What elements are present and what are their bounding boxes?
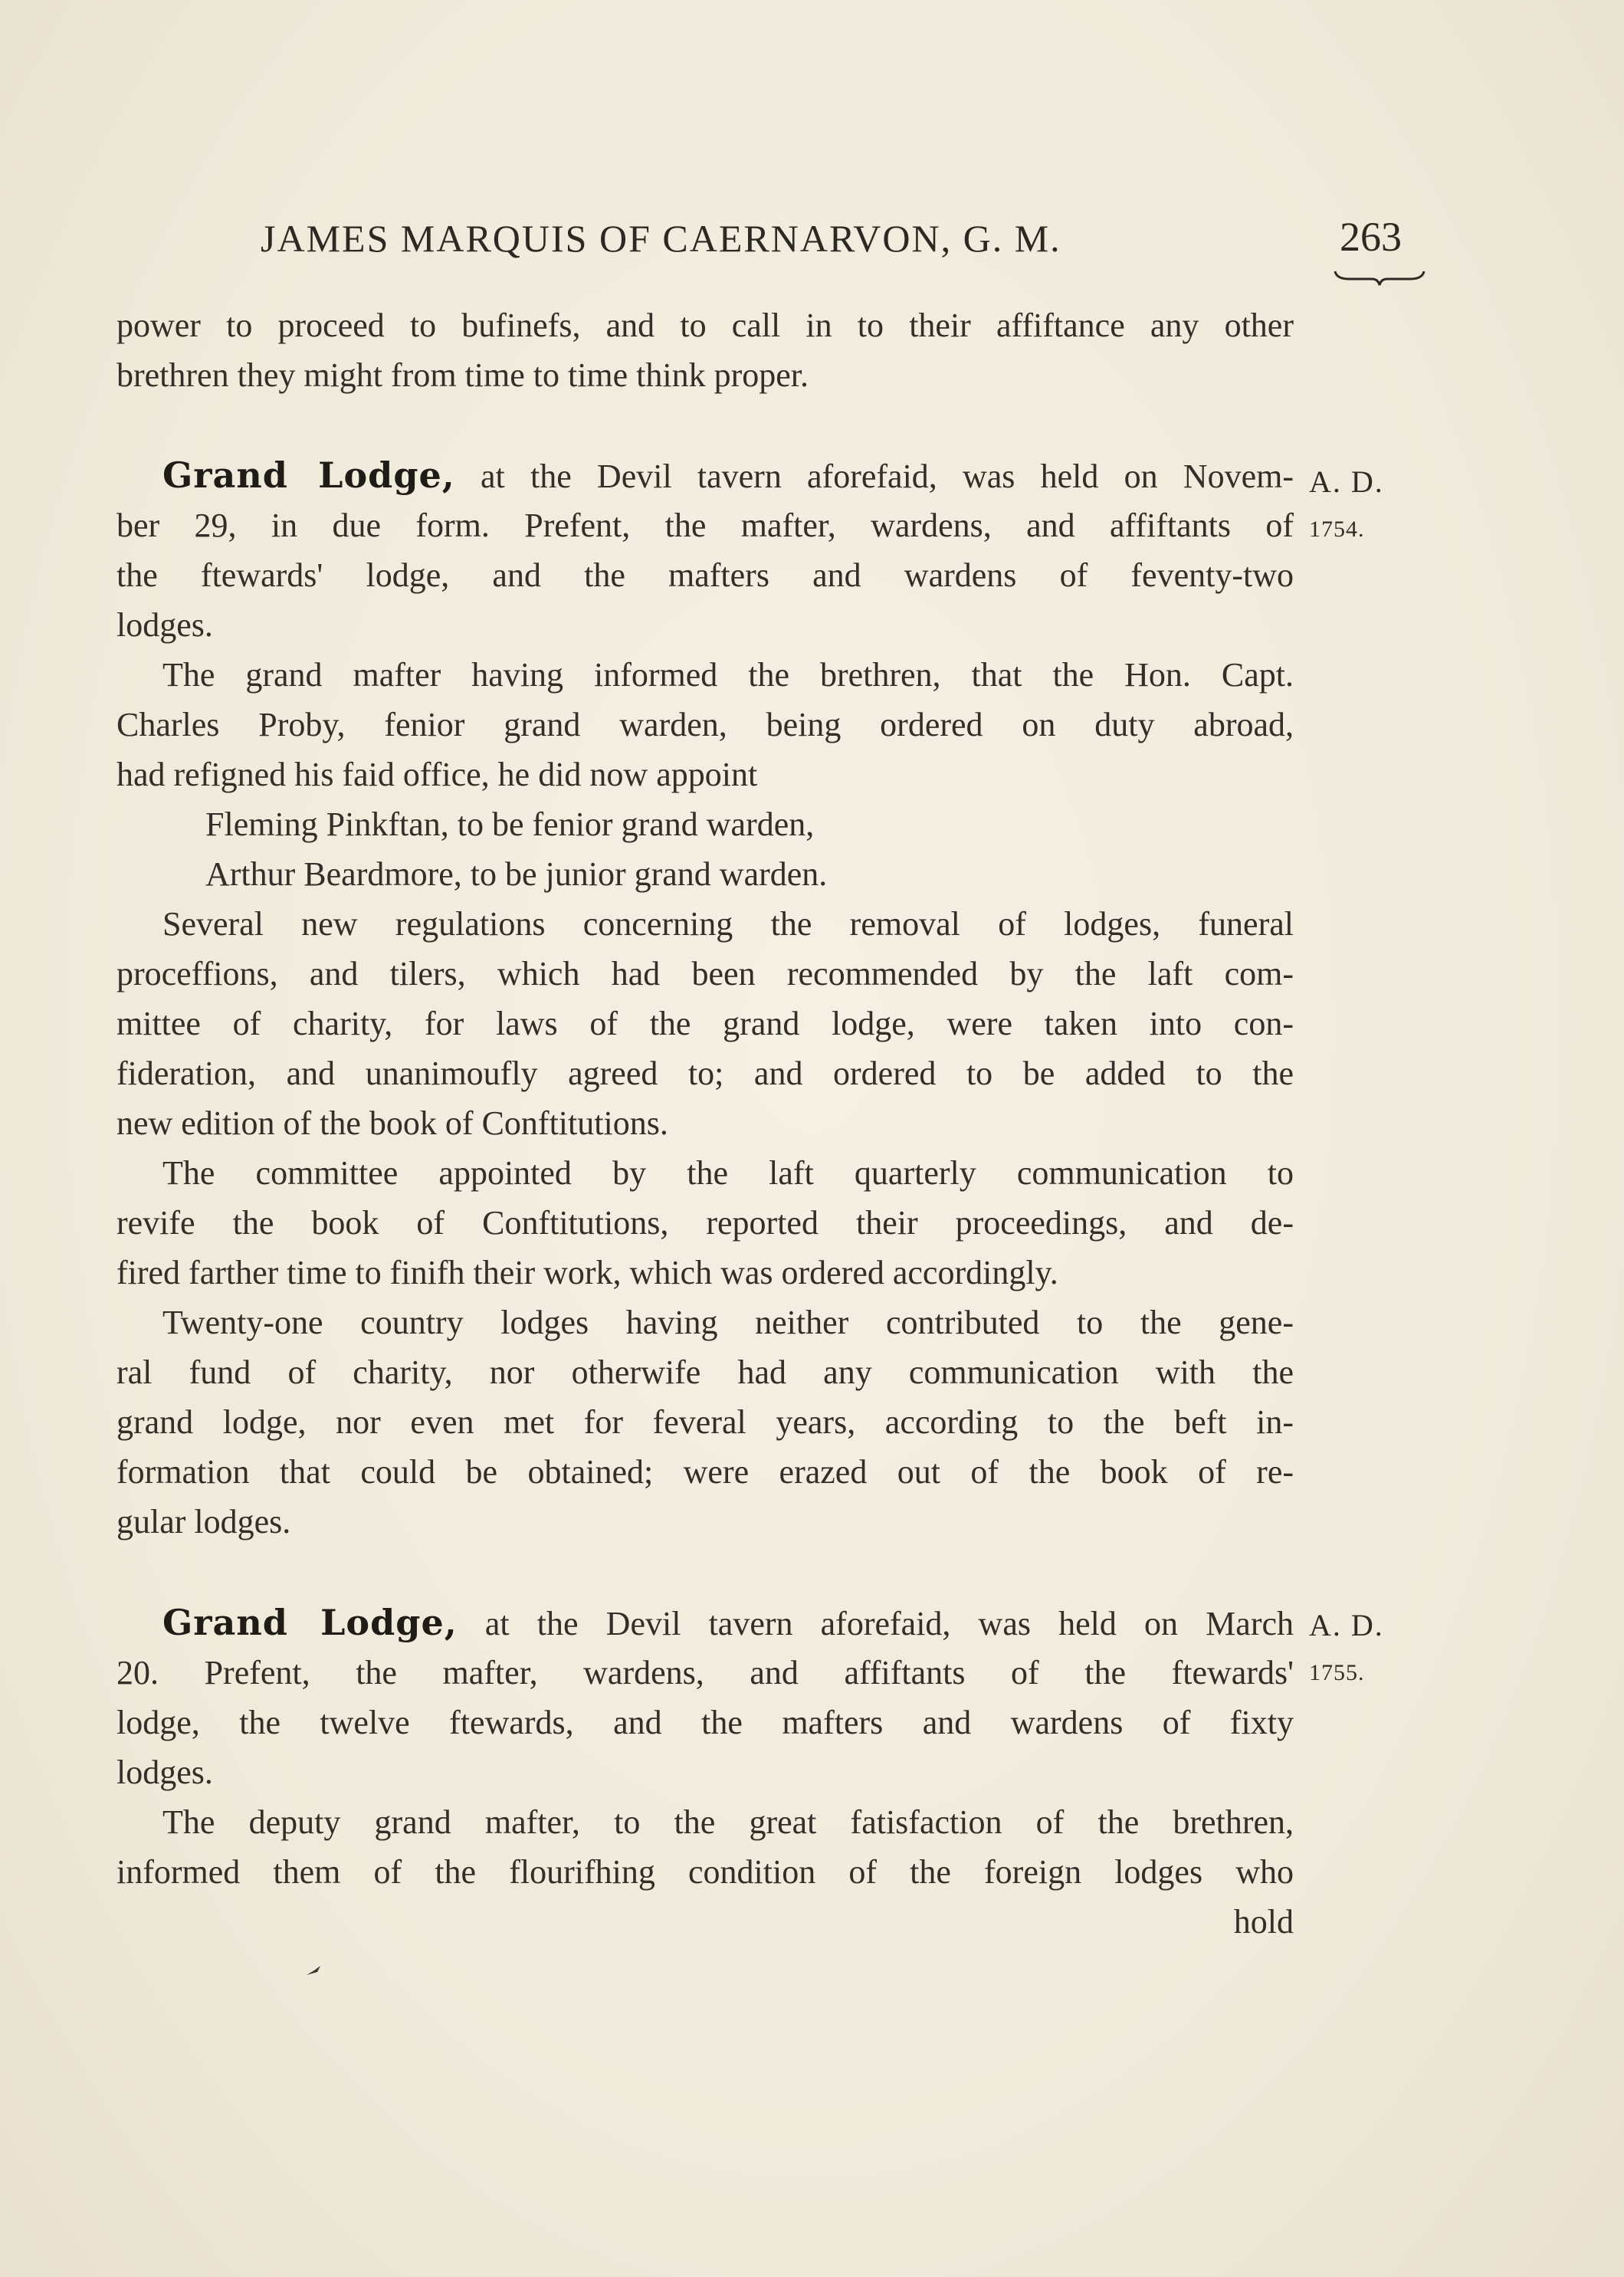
- margin-date-1754: [1309, 458, 1384, 553]
- text-line: new edition of the book of Conftitutions.: [116, 1104, 668, 1142]
- text-line: Charles Proby, fenior grand warden, being ordered on duty abroad,: [116, 706, 1294, 743]
- blackletter-heading: Grand Lodge,: [162, 454, 455, 496]
- margin-year: 1755.: [1309, 1660, 1365, 1685]
- text-line: informed them of the flourifhing condition of the foreign lodges who: [116, 1853, 1294, 1891]
- text-line: The deputy grand mafter, to the great fatisfaction of the brethren,: [162, 1803, 1294, 1841]
- text-line: mittee of charity, for laws of the grand lodge, were taken into con-: [116, 1005, 1294, 1042]
- margin-ad: A. D.: [1309, 464, 1384, 499]
- continuation-paragraph: [116, 300, 1294, 400]
- text-line: Twenty-one country lodges having neither contributed to the gene-: [162, 1304, 1294, 1341]
- margin-year: 1754.: [1309, 517, 1365, 542]
- text-line: brethren they might from time to time think proper.: [116, 356, 809, 394]
- text-line: ber 29, in due form. Prefent, the mafter, wardens, and affiftants of: [116, 507, 1294, 544]
- text-line: 20. Prefent, the mafter, wardens, and affiftants of the ftewards': [116, 1654, 1294, 1691]
- text-line: lodge, the twelve ftewards, and the mafters and wardens of fixty: [116, 1704, 1294, 1741]
- text-line: grand lodge, nor even met for feveral years, according to the beft in-: [116, 1403, 1294, 1441]
- running-head: JAMES MARQUIS OF CAERNARVON, G. M.: [261, 217, 1061, 260]
- text-line: had refigned his faid office, he did now appoint: [116, 756, 758, 793]
- entry-heading-line: [116, 451, 1294, 500]
- ink-mark: [305, 1964, 323, 1978]
- text-line: Several new regulations concerning the removal of lodges, funeral: [162, 905, 1294, 943]
- margin-date-1755: [1309, 1602, 1384, 1697]
- folio-flourish: [1334, 268, 1426, 287]
- text-line: the ftewards' lodge, and the mafters and wardens of feventy-two: [116, 556, 1294, 594]
- grand-lodge-1754-entry: [116, 451, 1294, 1547]
- text-line: power to proceed to bufinefs, and to call in to their affiftance any other: [116, 307, 1294, 344]
- appointment-line: Arthur Beardmore, to be junior grand warden.: [205, 855, 828, 893]
- catchword: hold: [1233, 1903, 1294, 1941]
- heading-text: at the Devil tavern aforefaid, was held on Novem-: [454, 458, 1294, 495]
- text-line: fired farther time to finifh their work, which was ordered accordingly.: [116, 1254, 1058, 1291]
- text-line: lodges.: [116, 1754, 213, 1791]
- text-line: fideration, and unanimoufly agreed to; and ordered to be added to the: [116, 1055, 1294, 1092]
- text-line: proceffions, and tilers, which had been recommended by the laft com-: [116, 955, 1294, 992]
- appointment-line: Fleming Pinkftan, to be fenior grand warden,: [205, 805, 815, 843]
- entry-heading-line: [116, 1598, 1294, 1648]
- blackletter-heading: Grand Lodge,: [162, 1602, 458, 1643]
- text-line: The committee appointed by the laft quarterly communication to: [162, 1154, 1294, 1192]
- grand-lodge-1755-entry: [116, 1598, 1294, 1947]
- heading-text: at the Devil tavern aforefaid, was held on March: [457, 1605, 1294, 1642]
- text-line: formation that could be obtained; were erazed out of the book of re-: [116, 1453, 1294, 1491]
- text-line: ral fund of charity, nor otherwife had any communication with the: [116, 1353, 1294, 1391]
- text-line: gular lodges.: [116, 1503, 291, 1540]
- text-line: revife the book of Conftitutions, reported their proceedings, and de-: [116, 1204, 1294, 1242]
- margin-ad: A. D.: [1309, 1608, 1384, 1642]
- text-line: lodges.: [116, 606, 213, 644]
- text-line: The grand mafter having informed the brethren, that the Hon. Capt.: [162, 656, 1294, 694]
- page-number: 263: [1340, 214, 1402, 260]
